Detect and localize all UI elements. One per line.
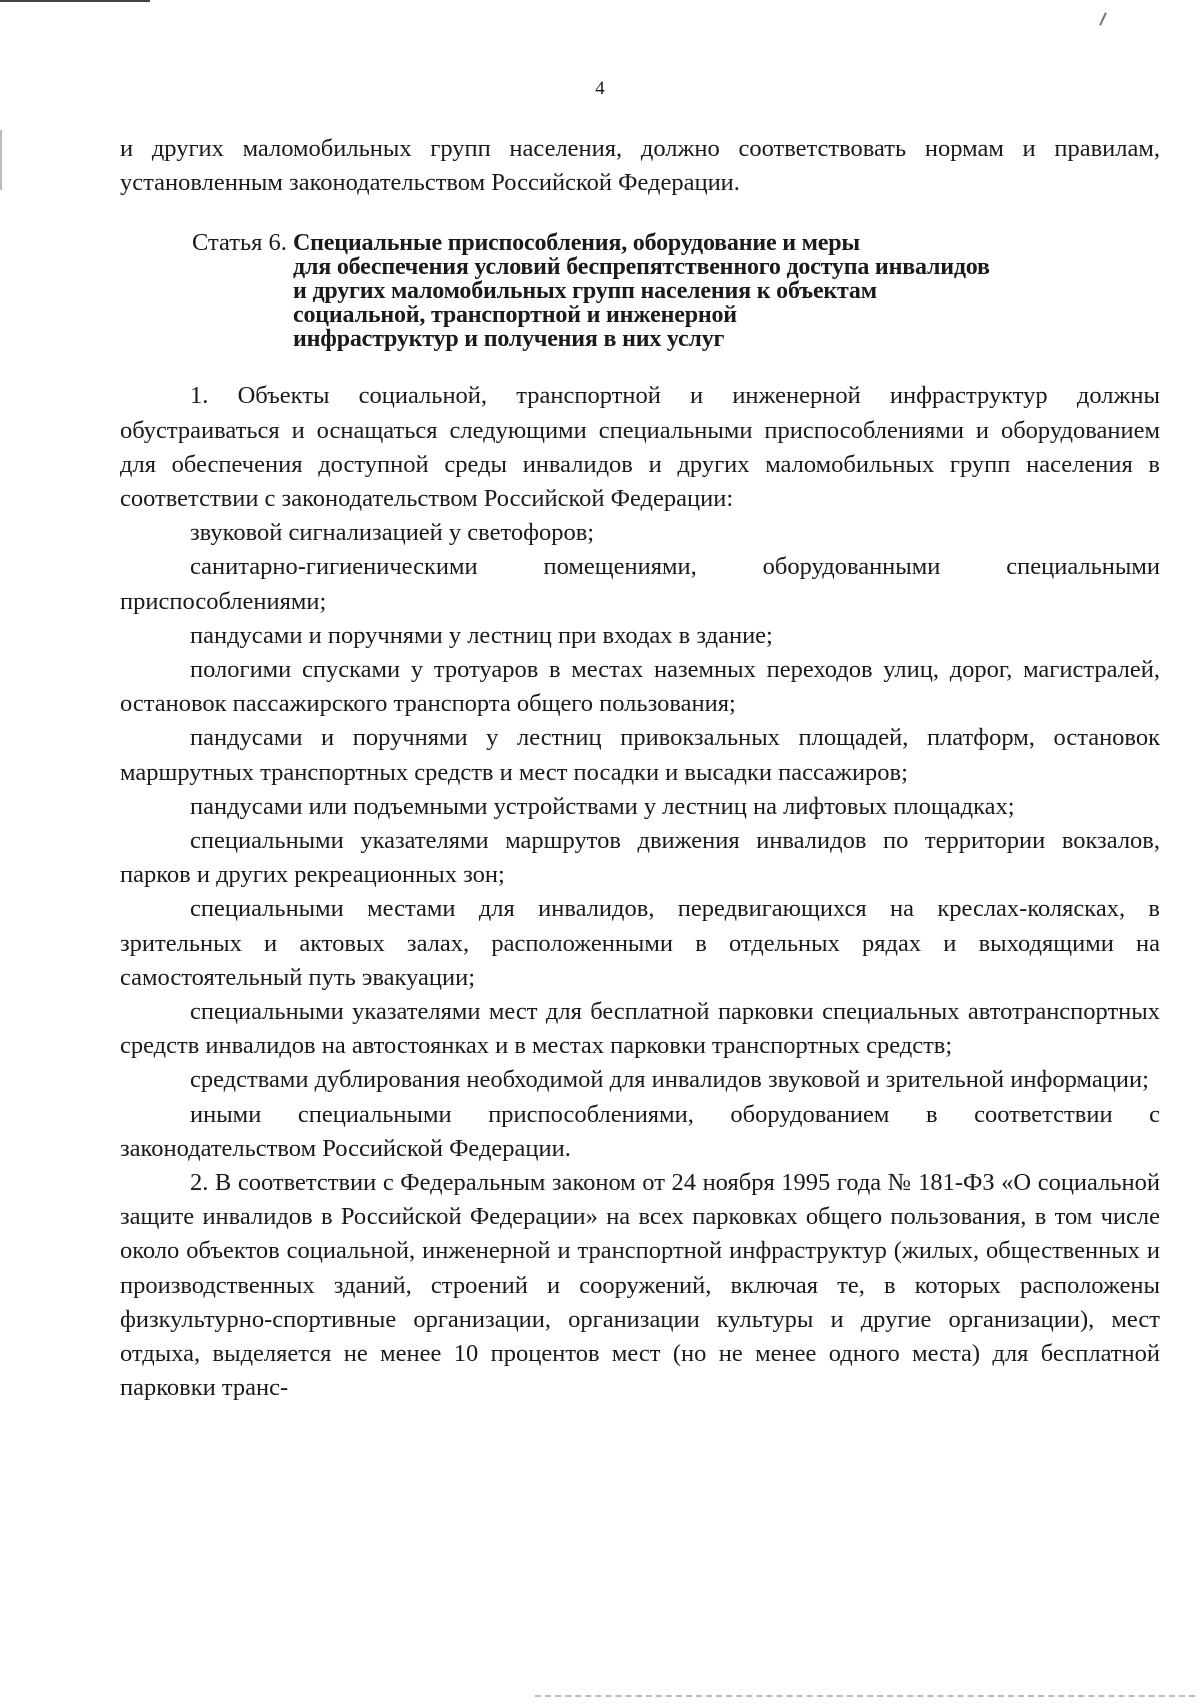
list-item: специальными указателями маршрутов движения инвалидов по территории вокзалов, парков и других рекреационных зон; xyxy=(120,827,1160,889)
article-title-line: социальной, транспортной и инженерной xyxy=(293,302,737,329)
article-title-line: и других маломобильных групп населения к объектам xyxy=(293,278,877,305)
paragraph-1: 1. Объекты социальной, транспортной и инженерной инфраструктур должны обустраиваться и оснащаться следующими специальными приспособлениями и оборудованием для обеспечения доступной среды инвалидов и других маломобильных групп населения в соответствии с законодательством Российской Федерации: xyxy=(120,382,1160,513)
scan-artifact-bottom-line xyxy=(535,1695,1195,1697)
list-item: пандусами и поручнями у лестниц привокзальных площадей, платформ, остановок маршрутных транспортных средств и мест посадки и высадки пассажиров; xyxy=(120,724,1160,786)
page-number: 4 xyxy=(595,78,605,99)
list-item: звуковой сигнализацией у светофоров; xyxy=(190,519,595,547)
list-item: специальными указателями мест для бесплатной парковки специальных автотранспортных средств инвалидов на автостоянках и в местах парковки транспортных средств; xyxy=(120,998,1160,1060)
article-title-line: инфраструктур и получения в них услуг xyxy=(293,326,725,353)
list-item: иными специальными приспособлениями, оборудованием в соответствии с законодательством Российской Федерации. xyxy=(120,1100,1160,1162)
scan-artifact-top-line xyxy=(0,0,150,2)
list-item: пандусами и поручнями у лестниц при входах в здание; xyxy=(190,621,773,649)
article-label: Статья 6. xyxy=(192,229,294,257)
list-item: пандусами или подъемными устройствами у лестниц на лифтовых площадках; xyxy=(190,792,1015,820)
list-item: пологими спусками у тротуаров в местах наземных переходов улиц, дорог, магистралей, остановок пассажирского транспорта общего пользования; xyxy=(120,656,1160,718)
article-heading xyxy=(192,231,1160,351)
scan-artifact-tick xyxy=(1099,12,1107,26)
article-title xyxy=(293,231,990,351)
article-title-line: для обеспечения условий беспрепятственного доступа инвалидов xyxy=(293,254,990,281)
list-item: средствами дублирования необходимой для инвалидов звуковой и зрительной информации; xyxy=(190,1066,1149,1094)
continuation-paragraph: и других маломобильных групп населения, должно соответствовать нормам и правилам, установленным законодательством Российской Федерации. xyxy=(120,135,1160,197)
paragraph-2: 2. В соответствии с Федеральным законом от 24 ноября 1995 года № 181-ФЗ «О социальной защите инвалидов в Российской Федерации» на всех парковках общего пользования, в том числе около объектов социальной, инженерной и транспортной инфраструктур (жилых, общественных и производственных зданий, строений и сооружений, включая те, в которых расположены физкультурно-спортивные организации, организации культуры и другие организации), мест отдыха, выделяется не менее 10 процентов мест (но не менее одного места) для бесплатной парковки транс- xyxy=(120,1169,1160,1402)
article-title-line: Специальные приспособления, оборудование и меры xyxy=(293,230,860,257)
list-item: специальными местами для инвалидов, передвигающихся на креслах-колясках, в зрительных и актовых залах, расположенными в отдельных рядах и выходящими на самостоятельный путь эвакуации; xyxy=(120,895,1160,991)
list-item: санитарно-гигиеническими помещениями, оборудованными специальными приспособлениями; xyxy=(120,553,1160,615)
document-body xyxy=(120,132,1160,1406)
scan-artifact-left-edge xyxy=(0,130,2,190)
